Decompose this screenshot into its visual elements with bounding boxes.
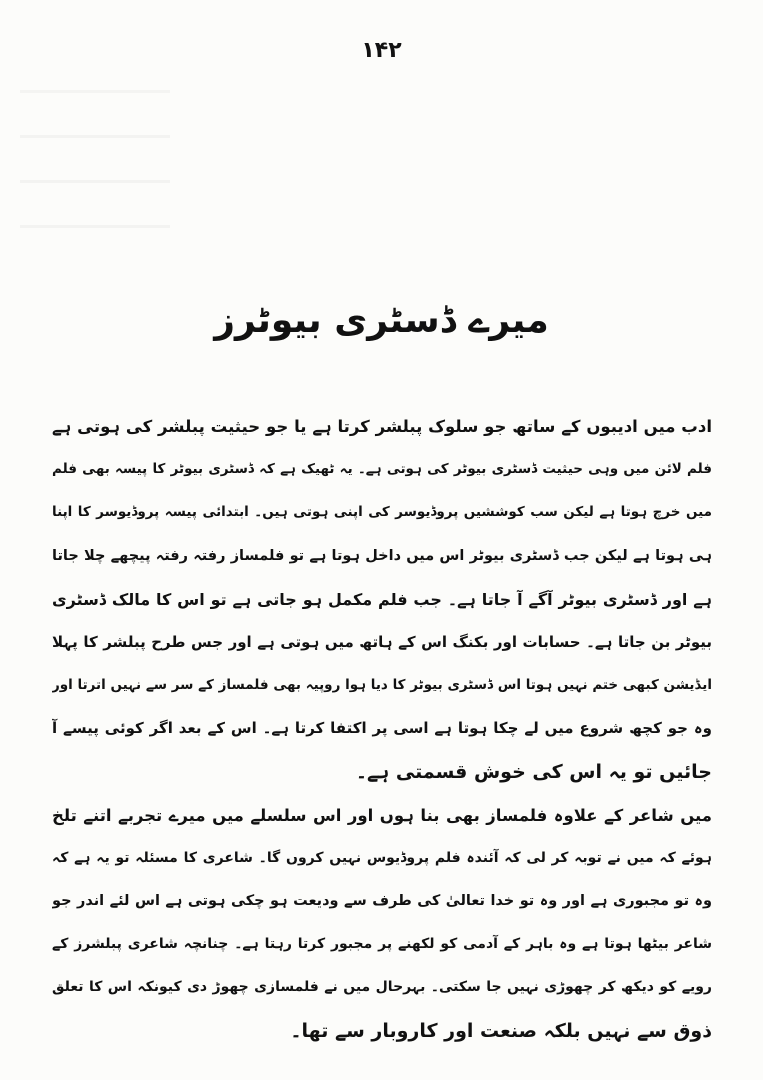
text-line: وہ تو مجبوری ہے اور وہ تو خدا تعالیٰ کی طرف سے ودیعت ہو چکی ہوتی ہے اس لئے اندر جو [52,893,712,910]
text-line: رویے کو دیکھ کر چھوڑی نہیں جا سکتی۔ بہرحال میں نے فلمسازی چھوڑ دی کیونکہ اس کا تعلق [52,979,712,996]
text-line: ہے اور ڈسٹری بیوٹر آگے آ جاتا ہے۔ جب فلم مکمل ہو جاتی ہے تو اس کا مالک ڈسٹری [52,589,712,609]
text-line: میں شاعر کے علاوہ فلمساز بھی بنا ہوں اور اس سلسلے میں میرے تجربے اتنے تلخ [52,805,712,825]
page-number: ١۴٢ [361,38,402,63]
text-line: ایڈیشن کبھی ختم نہیں ہوتا اس ڈسٹری بیوٹر کا دیا ہوا روپیہ بھی فلمساز کے سر سے نہیں اترتا اور [52,677,712,694]
bleed-through-text [20,90,220,280]
body-text [52,405,712,1053]
paragraph-end-line: ذوق سے نہیں بلکہ صنعت اور کاروبار سے تھا۔ [290,1019,712,1042]
text-line: شاعر بیٹھا ہوتا ہے وہ باہر کے آدمی کو لکھنے پر مجبور کرتا رہتا ہے۔ چنانچہ شاعری پبلشرز کے [52,936,712,953]
text-line: ہی ہوتا ہے لیکن جب ڈسٹری بیوٹر اس میں داخل ہوتا ہے تو فلمساز رفتہ رفتہ پیچھے چلا جاتا [52,547,712,564]
chapter-title: میرے ڈسٹری بیوٹرز [214,300,549,341]
text-line: وہ جو کچھ شروع میں لے چکا ہوتا ہے اسی پر اکتفا کرتا ہے۔ اس کے بعد اگر کوئی پیسے آ [52,719,712,738]
text-line: ہوئے کہ میں نے توبہ کر لی کہ آئندہ فلم پروڈیوس نہیں کروں گا۔ شاعری کا مسئلہ تو یہ ہے کہ [52,849,712,866]
text-line: ادب میں ادیبوں کے ساتھ جو سلوک پبلشر کرتا ہے یا جو حیثیت پبلشر کی ہوتی ہے [52,417,712,436]
text-line: فلم لائن میں وہی حیثیت ڈسٹری بیوٹر کی ہوتی ہے۔ یہ ٹھیک ہے کہ ڈسٹری بیوٹر کا پیسہ بھی فلم [52,461,712,478]
text-line: میں خرچ ہوتا ہے لیکن سب کوششیں پروڈیوسر کی اپنی ہوتی ہیں۔ ابتدائی پیسہ پروڈیوسر کا اپنا [52,504,712,521]
text-line: بیوٹر بن جاتا ہے۔ حسابات اور بکنگ اس کے ہاتھ میں ہوتی ہے اور جس طرح پبلشر کا پہلا [52,632,712,651]
paragraph-end-line: جائیں تو یہ اس کی خوش قسمتی ہے۔ [355,760,712,783]
